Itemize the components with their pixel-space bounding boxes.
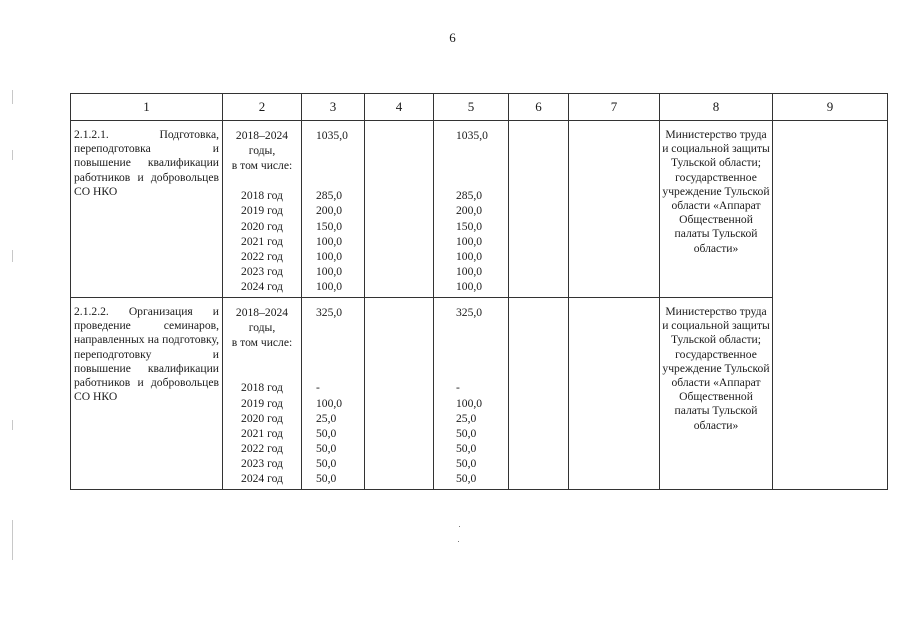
amount-col3-cell [302, 298, 365, 490]
header-cell: 7 [569, 94, 660, 121]
period-line: 2024 год [241, 279, 283, 293]
amount-value [456, 143, 508, 158]
empty-col4-cell [365, 121, 434, 298]
table-row [71, 121, 888, 298]
period-line: 2023 год [241, 456, 283, 470]
scan-speck [458, 541, 459, 542]
period-line: 2019 год [241, 396, 283, 410]
scan-margin-mark [12, 150, 13, 160]
period-line: 2020 год [241, 411, 283, 425]
amount-value: 100,0 [456, 249, 483, 263]
period-line: 2021 год [241, 426, 283, 440]
amount-value: 50,0 [456, 426, 477, 440]
period-line: в том числе: [231, 159, 293, 173]
amount-value [316, 143, 364, 158]
header-cell: 5 [434, 94, 509, 121]
period-line: 2022 год [241, 249, 283, 263]
period-cell [223, 298, 302, 490]
amount-value: 50,0 [456, 441, 477, 455]
period-line: 2018–2024 [235, 129, 289, 142]
amount-value: 100,0 [456, 234, 483, 248]
header-cell: 1 [71, 94, 223, 121]
page-number: 6 [449, 30, 456, 45]
amount-value: 100,0 [316, 396, 343, 410]
empty-col9-cell [773, 121, 888, 490]
table-row [71, 298, 888, 490]
amount-value [316, 335, 364, 350]
amount-value: 200,0 [316, 204, 343, 218]
period-line: 2021 год [241, 234, 283, 248]
amount-col5-cell [434, 298, 509, 490]
amount-value [456, 173, 508, 188]
period-line: 2022 год [241, 441, 283, 455]
amount-value [316, 365, 364, 380]
period-line: 2018 год [241, 381, 283, 395]
amount-value: 25,0 [456, 411, 477, 425]
amount-value [456, 365, 508, 380]
period-line: 2020 год [241, 219, 283, 233]
amount-value: 285,0 [456, 189, 483, 203]
scan-speck [459, 526, 460, 527]
scan-margin-mark [12, 420, 13, 430]
amount-value [456, 158, 508, 173]
amount-value [316, 158, 364, 173]
period-line: 2023 год [241, 264, 283, 278]
empty-col6-cell [509, 121, 569, 298]
scan-margin-mark [12, 520, 13, 560]
amount-value [316, 173, 364, 188]
period-line: годы, [248, 144, 276, 158]
amount-value [456, 335, 508, 350]
header-cell: 6 [509, 94, 569, 121]
amount-value: 325,0 [456, 306, 483, 319]
scan-margin-mark [12, 250, 13, 262]
amount-value: 1035,0 [316, 129, 348, 142]
amount-col5-cell [434, 121, 509, 298]
activity-text: 2.1.2.2. Организация и проведение семинаров, направленных на подготовку, переподготовку и повышение квалификации работников и добровольцев СО НКО [74, 305, 219, 404]
amount-value: 325,0 [316, 306, 343, 319]
amount-value [456, 320, 508, 335]
amount-value [316, 350, 364, 365]
amount-value: 1035,0 [456, 129, 488, 142]
amount-value: 100,0 [456, 396, 483, 410]
amount-value: 285,0 [316, 189, 343, 203]
empty-col7-cell [569, 121, 660, 298]
period-line: годы, [248, 321, 276, 335]
empty-col7-cell [569, 298, 660, 490]
amount-value: - [316, 381, 320, 395]
amount-value: 100,0 [316, 249, 343, 263]
amount-value: 100,0 [316, 279, 343, 293]
activity-cell [71, 298, 223, 490]
organization-cell [660, 121, 773, 298]
amount-value: 100,0 [456, 279, 483, 293]
header-cell: 2 [223, 94, 302, 121]
amount-value: 50,0 [456, 456, 477, 470]
activity-cell [71, 121, 223, 298]
amount-value: 50,0 [316, 456, 337, 470]
period-cell [223, 121, 302, 298]
amount-value: 50,0 [456, 472, 477, 486]
header-cell: 8 [660, 94, 773, 121]
period-line: 2024 год [241, 472, 283, 486]
activities-table [70, 93, 888, 490]
amount-value: 200,0 [456, 204, 483, 218]
amount-value: 150,0 [456, 219, 483, 233]
period-line: 2018–2024 [235, 306, 289, 319]
organization-text: Министерство труда и социальной защиты Тульской области; государственное учреждение Тульской области «Аппарат Общественной палаты Тульской области» [662, 305, 770, 432]
period-line: 2018 год [241, 189, 283, 203]
header-cell: 4 [365, 94, 434, 121]
scan-margin-mark [12, 90, 13, 104]
amount-value: 100,0 [316, 264, 343, 278]
period-line [223, 173, 301, 188]
organization-cell [660, 298, 773, 490]
period-line: 2019 год [241, 204, 283, 218]
table-header-row [71, 94, 888, 121]
amount-value [456, 350, 508, 365]
amount-value: 25,0 [316, 411, 337, 425]
activity-text: 2.1.2.1. Подготовка, переподготовка и повышение квалификации работников и добровольцев СО НКО [74, 128, 219, 198]
period-line [223, 365, 301, 380]
period-line: в том числе: [231, 336, 293, 350]
amount-value: 50,0 [316, 441, 337, 455]
amount-value: 50,0 [316, 472, 337, 486]
period-line [223, 350, 301, 365]
amount-value: 150,0 [316, 219, 343, 233]
header-cell: 9 [773, 94, 888, 121]
header-cell: 3 [302, 94, 365, 121]
organization-text: Министерство труда и социальной защиты Тульской области; государственное учреждение Тульской области «Аппарат Общественной палаты Тульской области» [662, 128, 770, 255]
amount-value: 100,0 [316, 234, 343, 248]
empty-col6-cell [509, 298, 569, 490]
amount-value: 100,0 [456, 264, 483, 278]
empty-col4-cell [365, 298, 434, 490]
amount-value: - [456, 381, 460, 395]
amount-value: 50,0 [316, 426, 337, 440]
amount-value [316, 320, 364, 335]
amount-col3-cell [302, 121, 365, 298]
